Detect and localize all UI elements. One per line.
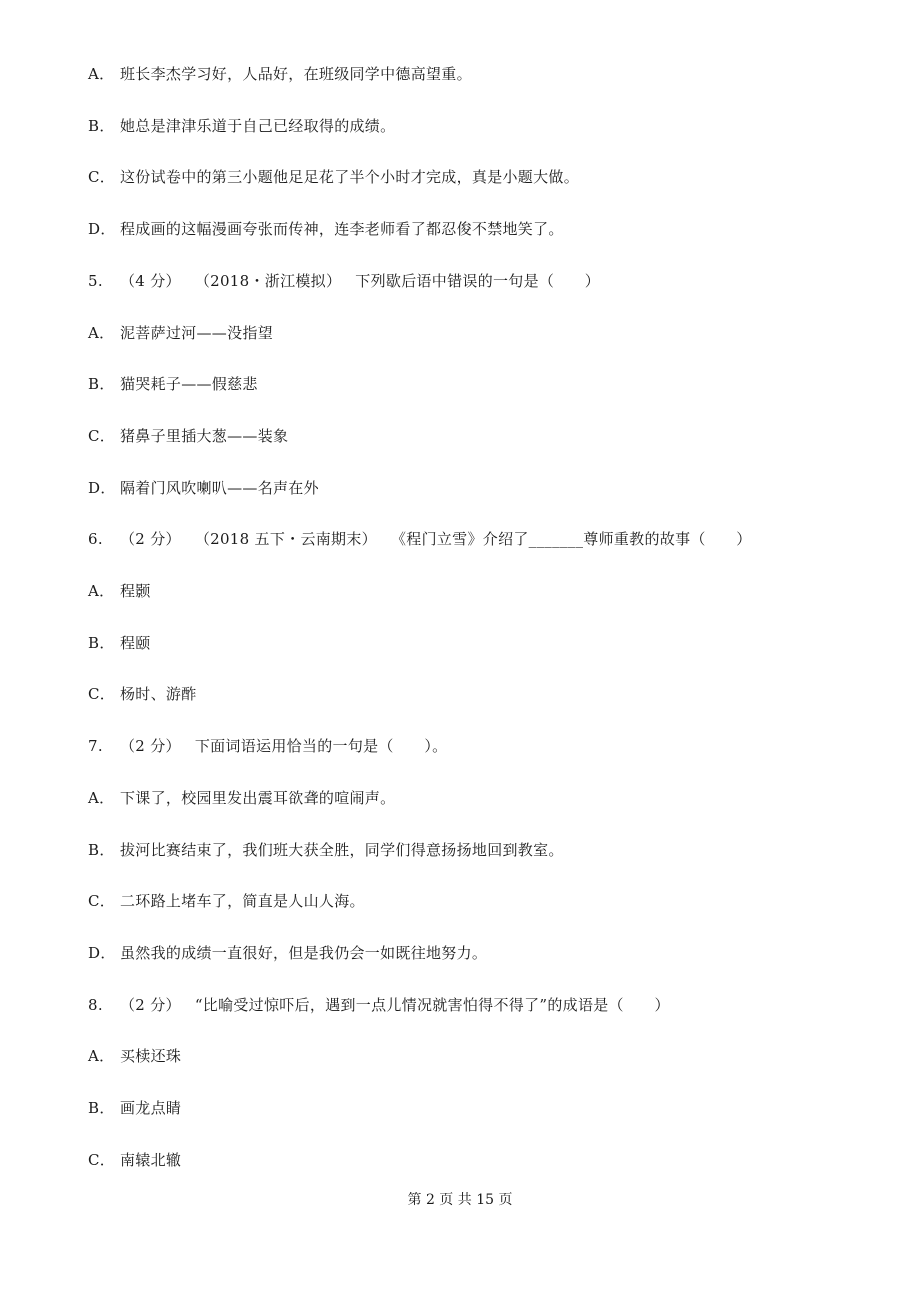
question-text: 下面词语运用恰当的一句是（ ）。 <box>194 737 448 756</box>
option-line <box>88 840 564 860</box>
question-source: （2018・浙江模拟） <box>194 271 342 290</box>
option-letter: D． <box>88 478 116 497</box>
question-score: （4 分） <box>120 271 181 290</box>
option-text: 泥菩萨过河——没指望 <box>120 323 274 342</box>
option-letter: C． <box>88 168 116 187</box>
option-line <box>88 1098 181 1118</box>
page-footer: 第 2 页 共 15 页 <box>407 1192 513 1208</box>
option-line <box>88 374 258 394</box>
option-letter: B． <box>88 116 115 135</box>
option-letter: B． <box>88 840 115 859</box>
option-letter: A． <box>88 788 115 807</box>
question-number: 8. <box>88 995 103 1014</box>
option-line <box>88 426 288 446</box>
option-line <box>88 633 151 653</box>
option-line <box>88 478 319 498</box>
option-text: 猫哭耗子——假慈悲 <box>120 375 258 394</box>
option-text: 程成画的这幅漫画夸张而传神，连李老师看了都忍俊不禁地笑了。 <box>120 220 564 239</box>
option-text: 班长李杰学习好，人品好，在班级同学中德高望重。 <box>120 65 472 83</box>
question-score: （2 分） <box>120 737 181 756</box>
option-line <box>88 323 273 343</box>
option-letter: A． <box>88 65 115 83</box>
question-number: 6. <box>88 530 103 549</box>
question-source: （2018 五下・云南期末） <box>194 530 377 549</box>
option-letter: A． <box>88 582 115 600</box>
option-text: 隔着门风吹喇叭——名声在外 <box>120 478 319 497</box>
option-text: 画龙点睛 <box>120 1099 182 1117</box>
option-line <box>88 219 564 239</box>
option-text: 程颐 <box>120 633 151 652</box>
option-text: 拔河比赛结束了，我们班大获全胜，同学们得意扬扬地回到教室。 <box>120 840 564 859</box>
option-letter: A． <box>88 323 115 342</box>
option-text: 这份试卷中的第三小题他足足花了半个小时才完成，真是小题大做。 <box>120 168 580 187</box>
question-line <box>88 271 600 291</box>
option-text: 二环路上堵车了，简直是人山人海。 <box>120 892 365 911</box>
option-line <box>88 1150 181 1170</box>
option-letter: C． <box>88 685 116 704</box>
option-line <box>88 684 197 704</box>
option-line <box>88 581 151 601</box>
question-number: 5. <box>88 271 103 290</box>
option-text: 买椟还珠 <box>120 1047 182 1066</box>
question-score: （2 分） <box>120 995 181 1014</box>
option-letter: B． <box>88 375 115 394</box>
option-text: 猪鼻子里插大葱——装象 <box>120 426 289 445</box>
option-text: 虽然我的成绩一直很好，但是我仍会一如既往地努力。 <box>120 943 488 962</box>
question-line <box>88 529 752 549</box>
option-text: 南辕北辙 <box>120 1150 182 1169</box>
option-letter: C． <box>88 426 116 445</box>
option-text: 程颢 <box>120 582 151 600</box>
option-line <box>88 64 472 84</box>
question-number: 7. <box>88 737 103 756</box>
option-letter: D． <box>88 220 116 239</box>
option-letter: B． <box>88 1099 115 1117</box>
option-line <box>88 167 579 187</box>
option-letter: A． <box>88 1047 115 1066</box>
option-text: 杨时、游酢 <box>120 685 197 704</box>
option-text: 下课了，校园里发出震耳欲聋的喧闹声。 <box>120 788 396 807</box>
option-line <box>88 788 395 808</box>
option-letter: C． <box>88 892 116 911</box>
option-letter: B． <box>88 633 115 652</box>
question-text: 《程门立雪》介绍了_______尊师重教的故事（ ） <box>390 530 752 549</box>
option-line <box>88 891 365 911</box>
question-text: “比喻受过惊吓后，遇到一点儿情况就害怕得不得了”的成语是（ ） <box>194 995 670 1014</box>
question-line <box>88 736 447 756</box>
option-letter: C． <box>88 1150 116 1169</box>
option-text: 她总是津津乐道于自己已经取得的成绩。 <box>120 116 396 135</box>
option-line <box>88 116 395 136</box>
question-text: 下列歇后语中错误的一句是（ ） <box>355 271 601 290</box>
option-line <box>88 1046 181 1066</box>
option-letter: D． <box>88 943 116 962</box>
question-score: （2 分） <box>120 530 181 549</box>
question-line <box>88 995 670 1015</box>
option-line <box>88 943 487 963</box>
